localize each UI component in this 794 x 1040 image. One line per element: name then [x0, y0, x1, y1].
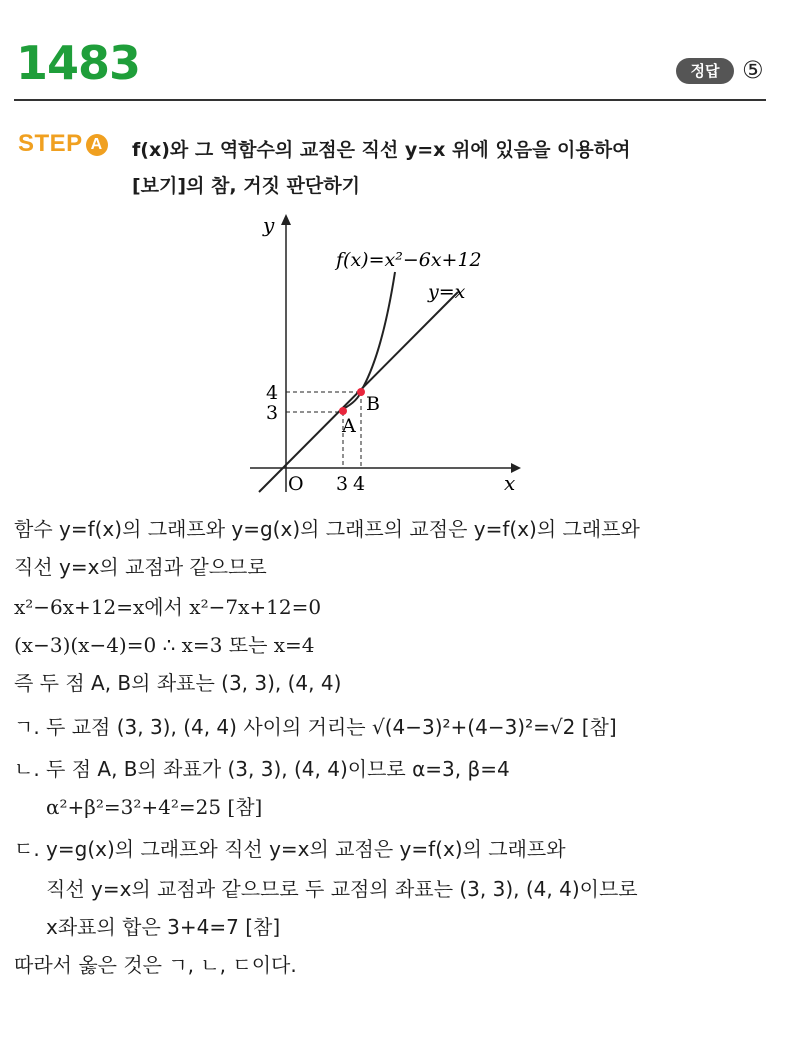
- point-a-label: A: [342, 415, 356, 437]
- x-tick-4: 4: [353, 473, 366, 495]
- solution-item-digeut-cont1: 직선 y=x의 교점과 같으므로 두 교점의 좌표는 (3, 3), (4, 4)이므로: [46, 877, 638, 901]
- point-b-marker: [357, 388, 365, 396]
- point-b-label: B: [366, 393, 380, 415]
- solution-line-3: x²−6x+12=x에서 x²−7x+12=0: [14, 595, 322, 619]
- step-title-line2: [보기]의 참, 거짓 판단하기: [132, 175, 360, 197]
- step-label: [18, 130, 108, 158]
- x-axis-label: x: [504, 471, 516, 495]
- solution-item-nieun-cont: α²+β²=3²+4²=25 [참]: [46, 795, 263, 819]
- function-graph: [230, 200, 540, 500]
- answer-badge: 정답: [676, 58, 734, 84]
- problem-number: 1483: [16, 36, 141, 90]
- step-title-line1: f(x)와 그 역함수의 교점은 직선 y=x 위에 있음을 이용하여: [132, 139, 631, 161]
- solution-conclusion: 따라서 옳은 것은 ㄱ, ㄴ, ㄷ이다.: [14, 953, 297, 977]
- answer-value: ⑤: [742, 56, 764, 84]
- origin-label: O: [288, 473, 304, 495]
- step-circle-icon: A: [86, 134, 108, 156]
- solution-item-giyeok: ㄱ. 두 교점 (3, 3), (4, 4) 사이의 거리는 √(4−3)²+(4−3)²=√2 [참]: [14, 715, 617, 739]
- step-title: [132, 132, 772, 204]
- solution-line-2: 직선 y=x의 교점과 같으므로: [14, 555, 267, 579]
- y-tick-4: 4: [266, 382, 279, 404]
- y-tick-3: 3: [266, 402, 279, 424]
- solution-line-4: (x−3)(x−4)=0 ∴ x=3 또는 x=4: [14, 633, 315, 657]
- solution-item-digeut: ㄷ. y=g(x)의 그래프와 직선 y=x의 교점은 y=f(x)의 그래프와: [14, 837, 566, 861]
- curve-label: f(x)=x²−6x+12: [336, 249, 482, 271]
- solution-item-nieun: ㄴ. 두 점 A, B의 좌표가 (3, 3), (4, 4)이므로 α=3, β=4: [14, 757, 510, 781]
- header-divider: [14, 99, 766, 101]
- line-label: y=x: [428, 281, 466, 303]
- solution-item-digeut-cont2: x좌표의 합은 3+4=7 [참]: [46, 915, 281, 939]
- point-a-marker: [339, 407, 347, 415]
- solution-line-5: 즉 두 점 A, B의 좌표는 (3, 3), (4, 4): [14, 671, 342, 695]
- step-label-text: STEP: [18, 130, 83, 157]
- y-axis-arrow-icon: [281, 214, 291, 225]
- solution-line-1: 함수 y=f(x)의 그래프와 y=g(x)의 그래프의 교점은 y=f(x)의 그래프와: [14, 517, 640, 541]
- parabola-curve: [343, 272, 395, 409]
- x-tick-3: 3: [336, 473, 349, 495]
- y-axis-label: y: [263, 213, 275, 237]
